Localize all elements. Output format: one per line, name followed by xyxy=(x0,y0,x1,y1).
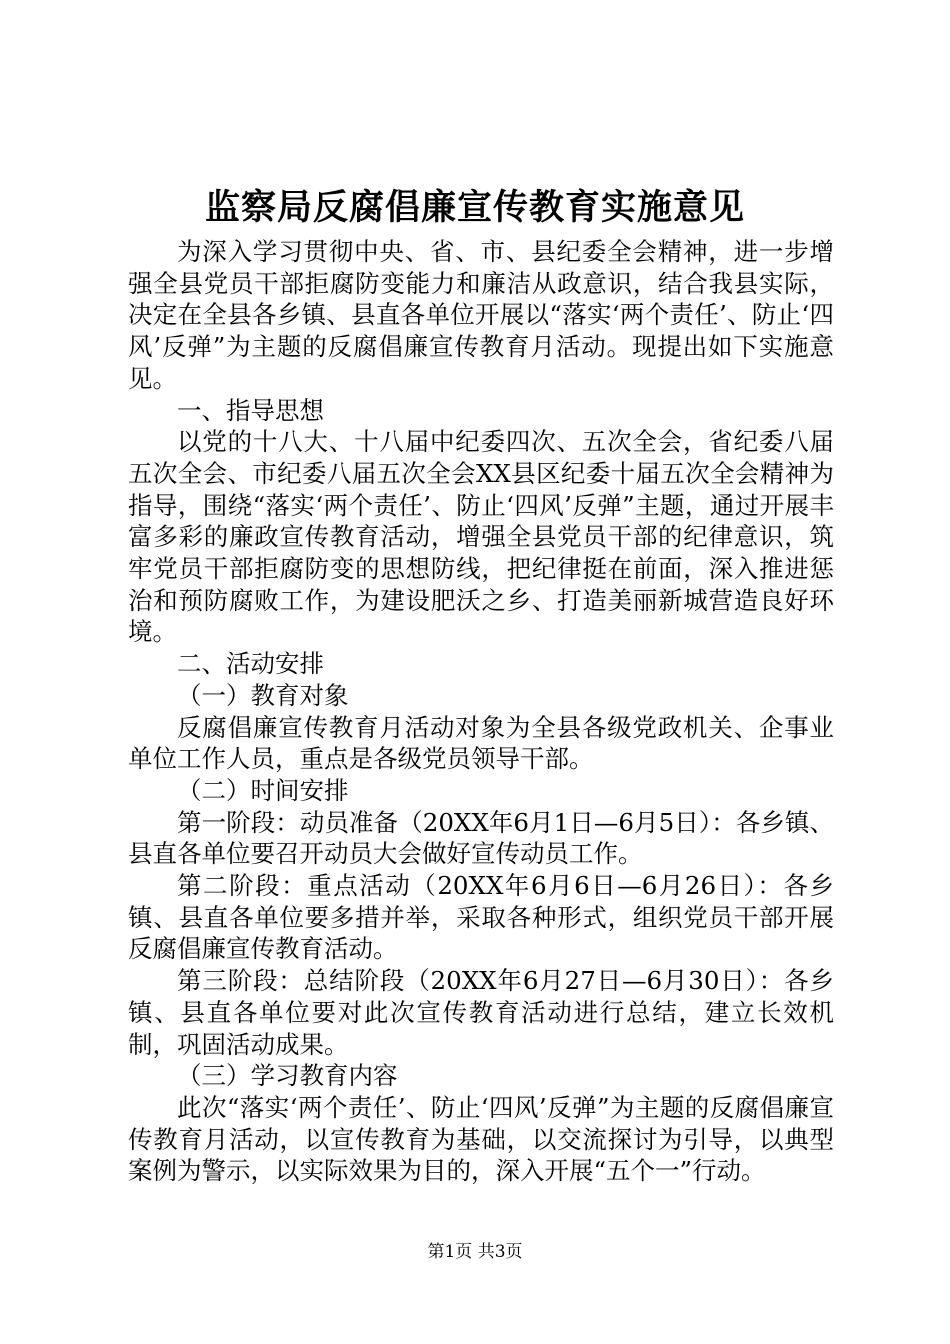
page-number-footer: 第1页 共3页 xyxy=(427,1242,523,1262)
section-heading-guiding-ideology: 一、指导思想 xyxy=(177,395,324,425)
schedule-phase-three: 第三阶段：总结阶段（20XX年6月27日—6月30日）：各乡镇、县直各单位要对此次宣传教育活动进行总结，建立长效机制，巩固活动成果。 xyxy=(128,966,834,1059)
section-heading-activity-arrangement: 二、活动安排 xyxy=(177,649,324,679)
subheading-study-content: （三）学习教育内容 xyxy=(177,1061,398,1091)
schedule-phase-one: 第一阶段：动员准备（20XX年6月1日—6月5日）：各乡镇、县直各单位要召开动员大会做好宣传动员工作。 xyxy=(128,807,834,869)
subheading-schedule: （二）时间安排 xyxy=(177,775,349,805)
intro-paragraph: 为深入学习贯彻中央、省、市、县纪委全会精神，进一步增强全县党员干部拒腐防变能力和廉洁从政意识，结合我县实际，决定在全县各乡镇、县直各单位开展以“落实‘两个责任’、防止‘四风’反弹”为主题的反腐倡廉宣传教育月活动。现提出如下实施意见。 xyxy=(128,237,834,393)
guiding-ideology-paragraph: 以党的十八大、十八届中纪委四次、五次全会，省纪委八届五次全会、市纪委八届五次全会XX县区纪委十届五次全会精神为指导，围绕“落实‘两个责任’、防止‘四风’反弹”主题，通过开展丰富多彩的廉政宣传教育活动，增强全县党员干部的纪律意识，筑牢党员干部拒腐防变的思想防线，把纪律挺在前面，深入推进惩治和预防腐败工作，为建设肥沃之乡、打造美丽新城营造良好环境。 xyxy=(128,427,834,647)
document-title: 监察局反腐倡廉宣传教育实施意见 xyxy=(204,187,745,228)
schedule-phase-two: 第二阶段：重点活动（20XX年6月6日—6月26日）：各乡镇、县直各单位要多措并举，采取各种形式，组织党员干部开展反腐倡廉宣传教育活动。 xyxy=(128,871,834,964)
document-body xyxy=(128,236,834,1187)
study-content-paragraph: 此次“落实‘两个责任’、防止‘四风’反弹”为主题的反腐倡廉宣传教育月活动，以宣传教育为基础，以交流探讨为引导，以典型案例为警示，以实际效果为目的，深入开展“五个一”行动。 xyxy=(128,1092,834,1186)
subheading-education-targets: （一）教育对象 xyxy=(177,680,349,710)
education-targets-paragraph: 反腐倡廉宣传教育月活动对象为全县各级党政机关、企事业单位工作人员，重点是各级党员领导干部。 xyxy=(128,712,834,774)
